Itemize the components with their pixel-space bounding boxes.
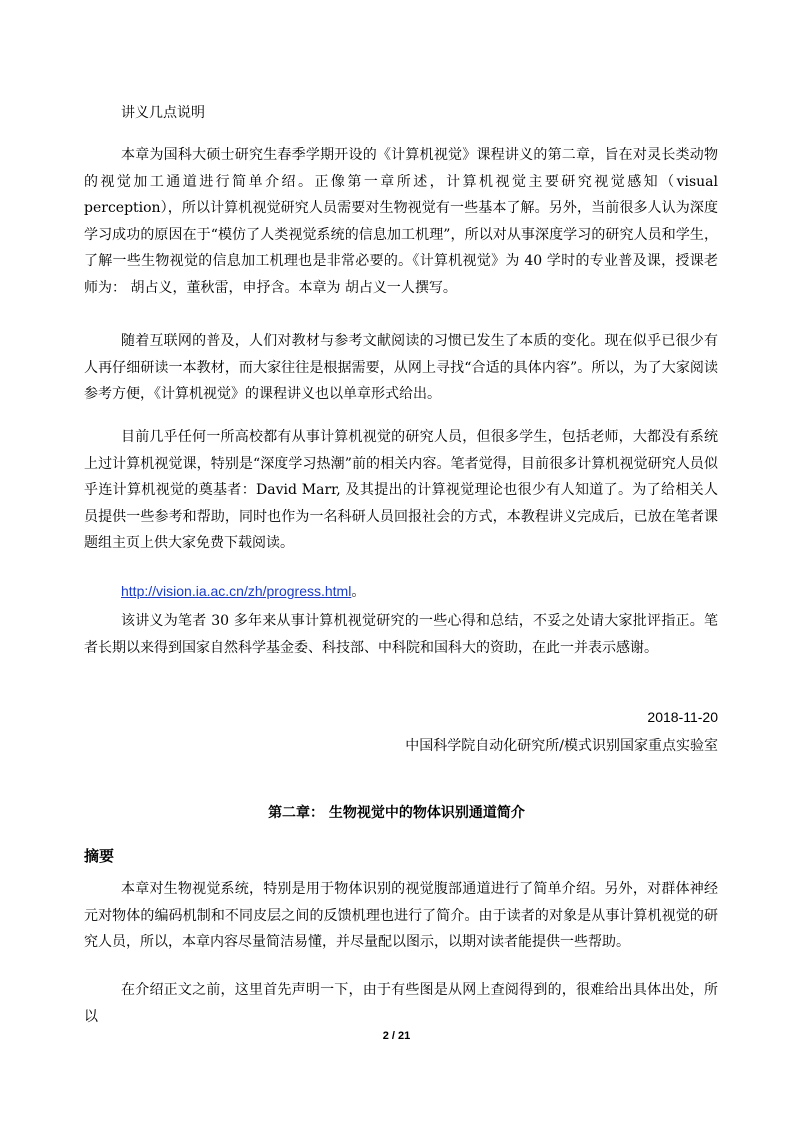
motivation-paragraph: 目前几乎任何一所高校都有从事计算机视觉的研究人员，但很多学生，包括老师，大都没有系统上过计算机视觉课，特别是“深度学习热潮”前的相关内容。笔者觉得，目前很多计算机视觉研究人员似乎连计算机视觉的奠基者：David Marr, 及其提出的计算视觉理论也很少有人知道了。为了给相关人员提供一些参考和帮助，同时也作为一名科研人员回报社会的方式，本教程讲义完成后，已放在笔者课题组主页上供大家免费下载阅读。 — [84, 429, 718, 552]
download-link-line — [121, 578, 621, 606]
abstract-paragraph: 本章对生物视觉系统，特别是用于物体识别的视觉腹部通道进行了简单介绍。另外，对群体神经元对物体的编码机制和不同皮层之间的反馈机理也进行了简介。由于读者的对象是从事计算机视觉的研究人员，所以，本章内容尽量简洁易懂，并尽量配以图示，以期对读者能提供一些帮助。 — [84, 881, 718, 951]
preface-paragraph: 在介绍正文之前，这里首先声明一下，由于有些图是从网上查阅得到的，很难给出具体出处，所以 — [84, 982, 718, 1025]
notes-title: 讲义几点说明 — [121, 105, 205, 121]
abstract-heading: 摘要 — [84, 847, 115, 865]
page-number: 2 / 21 — [382, 1030, 411, 1042]
chapter-title: 第二章： 生物视觉中的物体识别通道简介 — [268, 805, 525, 821]
download-link[interactable]: http://vision.ia.ac.cn/zh/progress.html — [121, 583, 352, 599]
internet-paragraph: 随着互联网的普及，人们对教材与参考文献阅读的习惯已发生了本质的变化。现在似乎已很少有人再仔细研读一本教材，而大家往往是根据需要，从网上寻找“合适的具体内容”。所以，为了大家阅读参考方便，《计算机视觉》的课程讲义也以单章形式给出。 — [84, 333, 718, 403]
link-trailing-punct: 。 — [351, 584, 366, 600]
acknowledgement-paragraph: 该讲义为笔者 30 多年来从事计算机视觉研究的一些心得和总结，不妥之处请大家批评指正。笔者长期以来得到国家自然科学基金委、科技部、中科院和国科大的资助，在此一并表示感谢。 — [84, 613, 718, 656]
signature-organization: 中国科学院自动化研究所/模式识别国家重点实验室 — [405, 738, 718, 754]
signature-date: 2018-11-20 — [647, 709, 718, 725]
intro-paragraph: 本章为国科大硕士研究生春季学期开设的《计算机视觉》课程讲义的第二章，旨在对灵长类动物的视觉加工通道进行简单介绍。正像第一章所述，计算机视觉主要研究视觉感知（visual perception），所以计算机视觉研究人员需要对生物视觉有一些基本了解。另外，当前很多人认为深度学习成功的原因在于“模仿了人类视觉系统的信息加工机理”，所以对从事深度学习的研究人员和学生，了解一些生物视觉的信息加工机理也是非常必要的。《计算机视觉》为 40 学时的专业普及课，授课老师为： 胡占义，董秋雷，申抒含。本章为 胡占义一人撰写。 — [84, 147, 718, 296]
